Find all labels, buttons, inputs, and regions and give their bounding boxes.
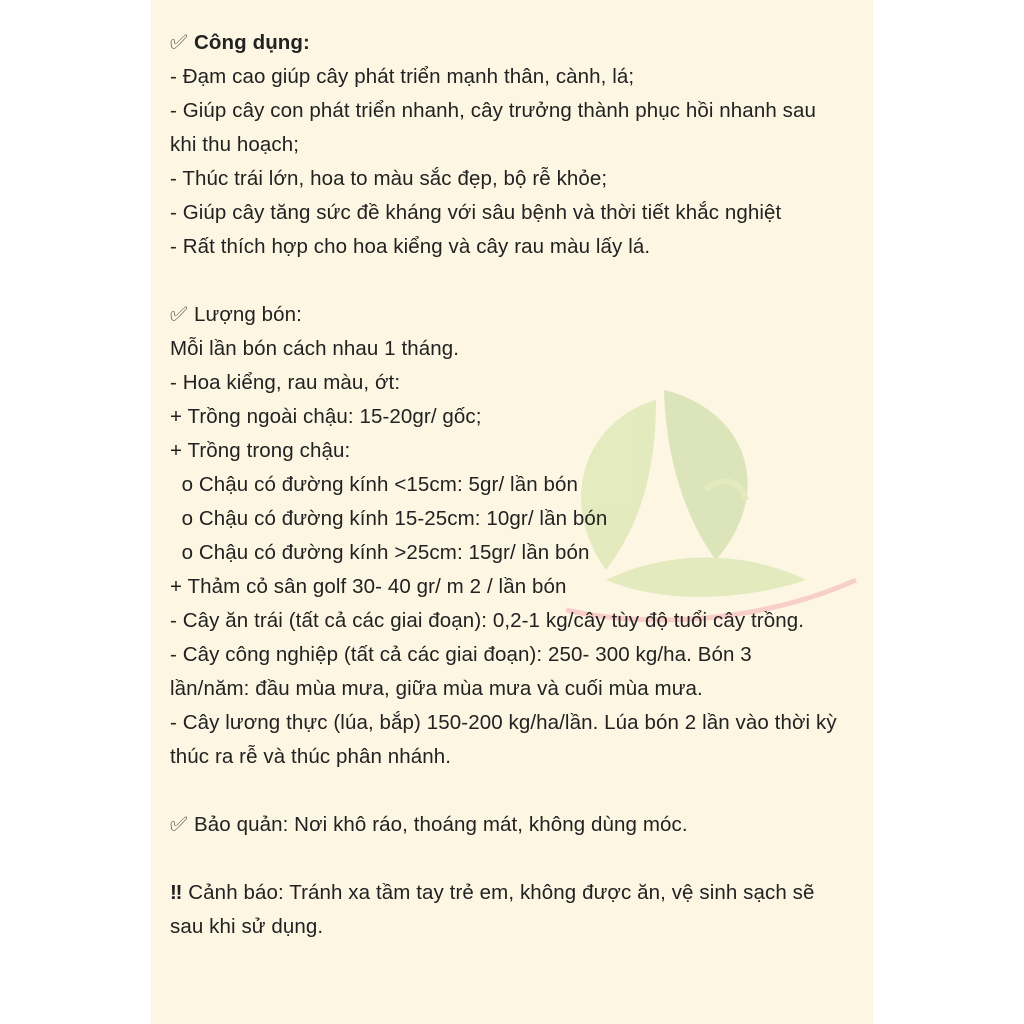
warning-line (170, 876, 860, 910)
spacer (170, 842, 860, 876)
warning-text: Cảnh báo: Tránh xa tầm tay trẻ em, không được ăn, vệ sinh sạch sẽ (188, 881, 815, 904)
dosage-line: o Chậu có đường kính 15-25cm: 10gr/ lần bón (170, 507, 608, 530)
uses-line: - Rất thích hợp cho hoa kiểng và cây rau màu lấy lá. (170, 235, 651, 258)
dosage-heading-line (170, 298, 860, 332)
storage-line (170, 808, 860, 842)
dosage-line: lần/năm: đầu mùa mưa, giữa mùa mưa và cuối mùa mưa. (170, 677, 703, 700)
check-mark-icon: ✅︎ (170, 31, 188, 54)
document-content (170, 26, 860, 944)
check-mark-icon: ✅︎ (170, 303, 188, 326)
dosage-line: + Trồng ngoài chậu: 15-20gr/ gốc; (170, 405, 482, 428)
uses-line: khi thu hoạch; (170, 133, 300, 156)
dosage-line: - Hoa kiểng, rau màu, ớt: (170, 371, 401, 394)
uses-line: - Đạm cao giúp cây phát triển mạnh thân, cành, lá; (170, 65, 635, 88)
check-mark-icon: ✅︎ (170, 813, 188, 836)
dosage-line: o Chậu có đường kính <15cm: 5gr/ lần bón (170, 473, 579, 496)
storage-text: Bảo quản: Nơi khô ráo, thoáng mát, không dùng móc. (194, 813, 688, 836)
dosage-line: - Cây ăn trái (tất cả các giai đoạn): 0,2-1 kg/cây tùy độ tuổi cây trồng. (170, 609, 805, 632)
dosage-line: - Cây công nghiệp (tất cả các giai đoạn): 250- 300 kg/ha. Bón 3 (170, 643, 752, 666)
spacer (170, 774, 860, 808)
dosage-line: - Cây lương thực (lúa, bắp) 150-200 kg/ha/lần. Lúa bón 2 lần vào thời kỳ (170, 711, 837, 734)
dosage-line: + Trồng trong chậu: (170, 439, 351, 462)
spacer (170, 264, 860, 298)
uses-heading-line (170, 26, 860, 60)
uses-heading: Công dụng: (194, 31, 310, 54)
dosage-line: Mỗi lần bón cách nhau 1 tháng. (170, 337, 460, 360)
uses-line: - Thúc trái lớn, hoa to màu sắc đẹp, bộ rễ khỏe; (170, 167, 608, 190)
uses-line: - Giúp cây tăng sức đề kháng với sâu bệnh và thời tiết khắc nghiệt (170, 201, 782, 224)
uses-line: - Giúp cây con phát triển nhanh, cây trưởng thành phục hồi nhanh sau (170, 99, 816, 122)
dosage-line: + Thảm cỏ sân golf 30- 40 gr/ m 2 / lần bón (170, 575, 567, 598)
dosage-line: thúc ra rễ và thúc phân nhánh. (170, 745, 452, 768)
double-exclamation-icon: ‼ (170, 881, 189, 904)
dosage-line: o Chậu có đường kính >25cm: 15gr/ lần bón (170, 541, 590, 564)
dosage-heading: Lượng bón: (194, 303, 302, 326)
warning-line-continued: sau khi sử dụng. (170, 915, 324, 938)
